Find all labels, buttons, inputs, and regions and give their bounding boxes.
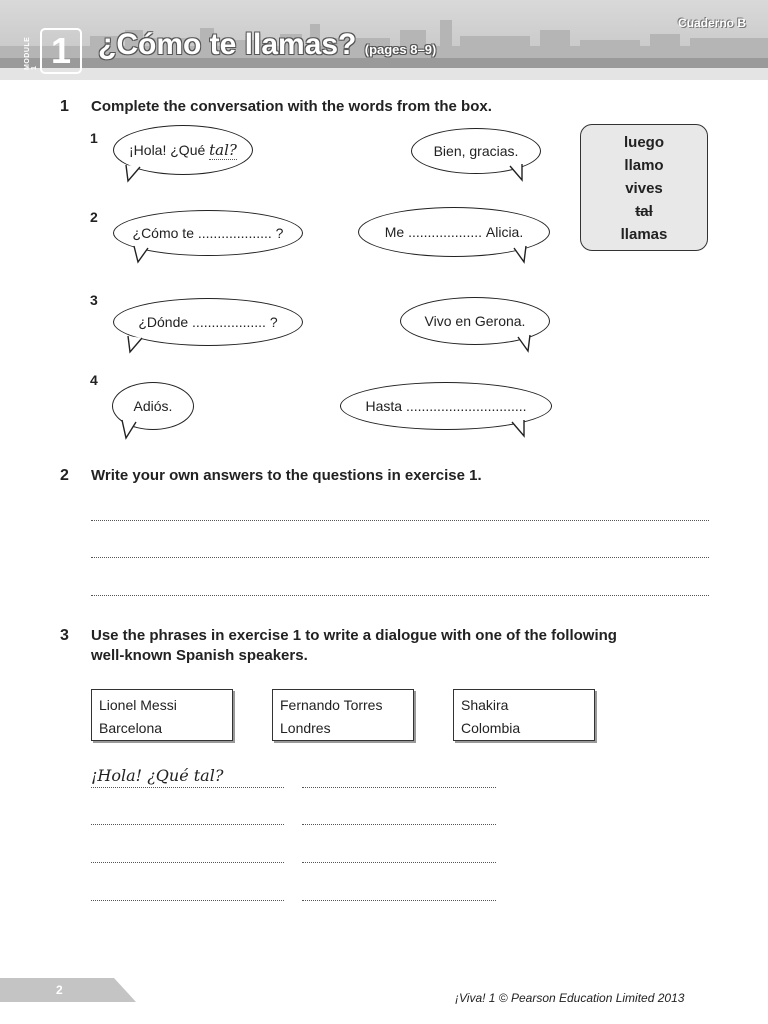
bubble-text: ¡Hola! ¿Qué [129,142,206,158]
page-header [0,0,768,80]
answer-line[interactable] [91,595,709,596]
dialogue-line[interactable] [91,900,284,901]
speaker-card [91,689,233,741]
speaker-card [272,689,414,741]
bubble-text: ¿Cómo te [132,225,194,241]
dialogue-line[interactable] [302,824,496,825]
word-item: llamo [624,157,664,174]
page-tab-icon [0,978,136,1002]
answer-example: tal? [209,140,237,159]
exercise-3-instruction-line-1: Use the phrases in exercise 1 to write a dialogue with one of the following [91,627,617,644]
bubble-tail-icon [510,420,530,440]
bubble-tail-icon [508,164,528,184]
dialogue-line[interactable] [302,862,496,863]
item-number: 2 [90,209,98,225]
bubble-text: Adiós. [133,398,173,414]
speaker-card [453,689,595,741]
item-number: 4 [90,372,98,388]
speaker-place: Colombia [461,720,521,736]
bubble-tail-icon [120,420,140,440]
module-number-badge: 1 [40,28,82,74]
bubble-tail-icon [516,335,536,355]
answer-line[interactable] [91,557,709,558]
word-item: luego [624,134,664,151]
workbook-label: Cuaderno B [677,16,746,30]
item-number: 3 [90,292,98,308]
dialogue-line[interactable] [91,787,284,788]
exercise-2-number: 2 [60,467,69,484]
dialogue-line[interactable] [302,787,496,788]
dialogue-line[interactable] [91,824,284,825]
module-label: MODULE 1 [24,36,38,70]
word-item-used: tal [635,203,653,220]
dialogue-line[interactable] [302,900,496,901]
item-number: 1 [90,130,98,146]
exercise-3-instruction-line-2: well-known Spanish speakers. [91,647,308,664]
bubble-end: Alicia. [485,224,524,240]
bubble-tail-icon [126,336,146,356]
exercise-1-number: 1 [60,98,69,115]
speaker-place: Londres [280,720,331,736]
blank-line[interactable]: ................... [408,224,482,240]
copyright-text: ¡Viva! 1 © Pearson Education Limited 2013 [455,991,685,1005]
speaker-place: Barcelona [99,720,163,736]
word-item: llamas [620,226,668,243]
dialogue-line[interactable] [91,862,284,863]
exercise-2-instruction: Write your own answers to the questions in exercise 1. [91,467,482,484]
bubble-text: Hasta [365,398,403,414]
exercise-3-number: 3 [60,627,69,644]
dialogue-example: ¡Hola! ¿Qué tal? [91,766,224,785]
title-pages: (pages 8–9) [364,42,437,57]
page-number: 2 [56,983,63,997]
blank-line[interactable]: ............................... [405,398,527,414]
bubble-text: ¿Dónde [138,314,189,330]
bubble-tail-icon [512,246,532,266]
bubble-text: Vivo en Gerona. [424,313,526,329]
blank-line[interactable]: ................... [192,314,266,330]
bubble-text: Bien, gracias. [433,143,519,159]
blank-line[interactable]: ................... [197,225,272,241]
speaker-name: Shakira [461,697,509,713]
answer-line[interactable] [91,520,709,521]
exercise-1-instruction: Complete the conversation with the words from the box. [91,98,492,115]
title-text: ¿Cómo te llamas? [98,28,357,61]
bubble-end: ? [275,225,284,241]
word-box [580,124,708,251]
speaker-name: Lionel Messi [99,697,177,713]
bubble-tail-icon [132,246,152,266]
word-item: vives [625,180,663,197]
page-title [98,28,436,62]
bubble-end: ? [269,314,278,330]
bubble-tail-icon [124,165,144,185]
bubble-text: Me [384,224,405,240]
speaker-name: Fernando Torres [280,697,383,713]
